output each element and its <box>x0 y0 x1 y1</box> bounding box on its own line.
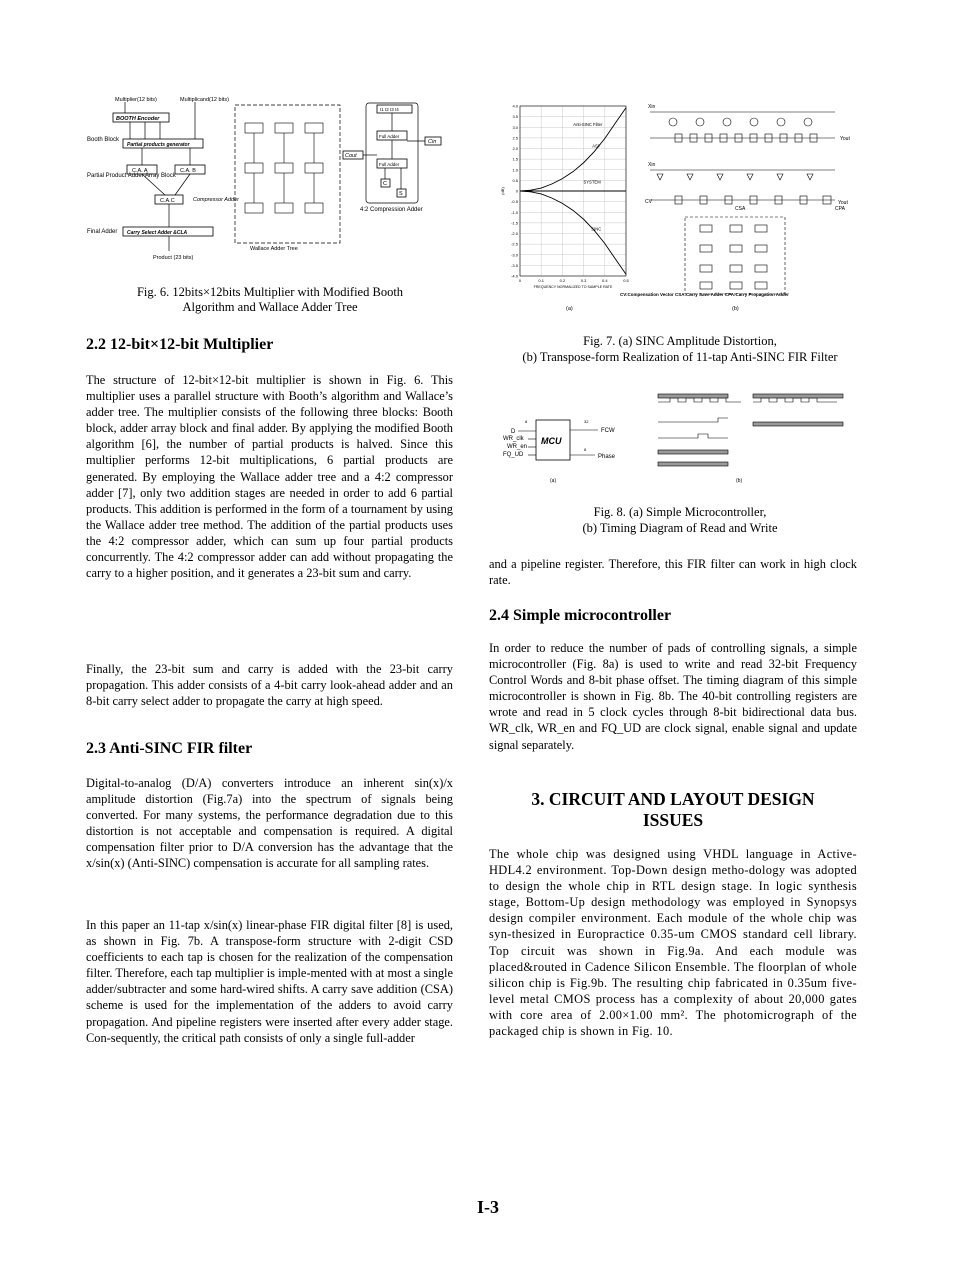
x-tick-label: 0.5 <box>623 278 629 283</box>
fig6-partial-gen: Partial products generator <box>127 142 190 148</box>
sec24-heading: 2.4 Simple microcontroller <box>489 607 672 624</box>
y-axis-label: (dB) <box>500 187 505 195</box>
y-tick-label: 0 <box>515 188 518 194</box>
fig7b-xin-1: Xin <box>648 104 656 110</box>
fig6-s: S <box>399 191 403 197</box>
fig8-fcw: FCW <box>601 428 615 434</box>
y-tick-label: -2.0 <box>511 231 518 236</box>
y-tick-label: -2.5 <box>511 241 518 247</box>
fig7b-csa: CSA <box>735 206 746 212</box>
y-tick-label: 0.5 <box>512 177 518 183</box>
y-tick-label: 3.5 <box>512 114 518 120</box>
y-tick-label: -3.0 <box>511 252 518 258</box>
fig8-bus8b: 8 <box>584 447 587 452</box>
x-tick-label: 0.1 <box>538 278 544 283</box>
curve-label: ASF <box>592 143 601 149</box>
fig7b-cpa: CPA <box>835 206 845 212</box>
x-tick-label: 0 <box>518 278 522 283</box>
fig6-c: C <box>383 181 387 187</box>
fig8-caption-1: Fig. 8. (a) Simple Microcontroller, <box>593 505 767 519</box>
fig6-final-adder: Final Adder <box>87 229 118 235</box>
sec3-heading-2: ISSUES <box>642 810 704 830</box>
fig7-sub-a: (a) <box>566 306 573 312</box>
fig6-full-adder-1: Full Adder <box>379 134 400 139</box>
fig8-bus8: 8 <box>525 419 528 424</box>
fig6-ca-a: C.A. A <box>132 168 148 174</box>
y-tick-label: 4.0 <box>512 103 518 109</box>
y-tick-label: 2.0 <box>512 146 518 151</box>
fig7-caption-2: (b) Transpose-form Realization of 11-tap Anti-SINC FIR Filter <box>522 350 838 364</box>
sec23-p1: Digital-to-analog (D/A) converters introduce an inherent sin(x)/x amplitude distortion (Fig.7a) into the spectrum of signals being converted. For many systems, the performance degradation due to this distortion is not acceptable and compensation is required. A digital compensation filter prior to D/A conversion has the advantage that the x/sin(x) (Anti-SINC) compensation is accurate for all sampling rates. <box>86 776 453 871</box>
fig6-cac: C.A.C <box>160 198 175 204</box>
fig6-booth-block: Booth Block <box>87 137 120 143</box>
curve-label: SYSTEM <box>583 179 601 185</box>
fig6-compression-adder: 4:2 Compression Adder <box>360 207 423 213</box>
fig6-ca-b: C.A. B <box>180 168 196 174</box>
y-tick-label: 1.5 <box>512 156 518 162</box>
fig6-multiplier-label: Multiplier(12 bits) <box>115 97 157 103</box>
curve-label: SINC <box>591 226 602 232</box>
y-tick-label: 3.0 <box>512 124 518 130</box>
fig7b-yout-1: Yout <box>840 136 850 142</box>
y-tick-label: -4.0 <box>511 273 518 279</box>
fig7b-diagram <box>645 100 860 318</box>
fig6-product: Product (23 bits) <box>153 255 194 261</box>
fig7a-chart <box>500 100 640 318</box>
fig8-fq-ud: FQ_UD <box>503 452 524 458</box>
fig8-figure <box>498 392 858 486</box>
fig6-cin: Cin <box>428 139 437 145</box>
y-tick-label: -0.5 <box>511 199 518 205</box>
sec23-p3: and a pipeline register. Therefore, this FIR filter can work in high clock rate. <box>489 557 857 588</box>
y-tick-label: 1.0 <box>512 167 518 173</box>
fig8-sub-a: (a) <box>550 478 557 484</box>
fig6-compressor: Compressor Adder <box>193 197 239 203</box>
fig8-bus32: 32 <box>584 419 589 424</box>
fig6-caption: Fig. 6. 12bits×12bits Multiplier with Modified Booth Algorithm and Wallace Adder Tree <box>136 285 404 314</box>
fig6-carry-select: Carry Select Adder &CLA <box>127 230 188 236</box>
fig8-phase: Phase <box>598 454 616 460</box>
fig6-cout: Cout <box>345 153 357 159</box>
sec24-p1: In order to reduce the number of pads of controlling signals, a simple microcontroller (Fig. 8a) is used to write and read 32-bit Frequency Control Words and 8-bit phase offset. The timing diagram of this simple microcontroller is shown in Fig. 8b. The 40-bit controlling registers are wrote and read in 5 clock cycles through 8-bit bidirectional data bus. WR_clk, WR_en and FQ_UD are clock signal, enable signal and update signal separately. <box>489 641 857 752</box>
fig7b-yout-2: Yout <box>838 200 848 206</box>
fig8-caption-2: (b) Timing Diagram of Read and Write <box>582 521 778 535</box>
x-tick-label: 0.3 <box>580 278 587 283</box>
y-tick-label: -1.0 <box>511 209 518 215</box>
x-tick-label: 0.2 <box>559 278 566 283</box>
sec22-p1: The structure of 12-bit×12-bit multiplier is shown in Fig. 6. This multiplier uses a parallel structure with Booth’s algorithm and Wallace’s adder tree. The multiplier consists of the following three blocks: Booth block, adder array block and final adder. By applying the modified Booth algorithm [6], the number of partial products is halved. Since this multiplier performs 12-bit multiplications, 6 partial products are generated. By employing the Wallace adder tree and a 4:2 compressor adder [7], only two addition stages are needed in order to add 6 partial products. This addition is performed in the form of a tournament by using the Wallace adder tree method. The addition of the partial products uses the 4:2 compressor adder, which can sum up four partial products concurrently. The 4:2 compressor adder can add without propagating the carry to a higher position, and it generates a 23-bit sum and carry. <box>86 373 453 581</box>
fig6-booth-encoder: BOOTH Encoder <box>116 116 160 122</box>
fig7b-cv: CV <box>645 199 652 205</box>
curve-label: Anti-SINC Filter <box>573 122 603 128</box>
fig8-wr-en: WR_en <box>507 444 528 450</box>
x-tick-label: 0.4 <box>602 278 608 283</box>
sec23-p2: In this paper an 11-tap x/sin(x) linear-phase FIR digital filter [8] is used, as shown in Fig. 7b. A transpose-form structure with 2-digit CSD coefficients to each tap is chosen for the realization of the compensation filter. Therefore, each tap multiplier is imple-mented with at most a single adder/subtracter and some hard-wired shifts. A carry save addition (CSA) scheme is used for the implementation of the adders to avoid carry propagation. And pipeline registers were inserted after every adder stage. Con-sequently, the critical path consists of only a single full-adder <box>86 918 453 1045</box>
fig7-caption-1: Fig. 7. (a) SINC Amplitude Distortion, <box>583 334 777 348</box>
page-number: I-3 <box>477 1197 499 1217</box>
sec23-heading: 2.3 Anti-SINC FIR filter <box>86 740 253 757</box>
sec3-p1: The whole chip was designed using VHDL language in Active-HDL4.2 environment. Top-Down design metho-dology was adopted to design the whole chip in RTL design stage. In logic synthesis stage, Bottom-Up design methodology was employed in Synopsys design compiler environment. Each module of the whole chip was syn-thesized in Europractice 0.35-um CMOS standard cell library. Top circuit was shown in Fig.9a. And each module was placed&routed in Cadence Silicon Ensemble. The floorplan of whole silicon chip is Fig.9b. The resulting chip fabricated in 0.35um five-level metal CMOS process has a complexity of about 20,000 gates with core area of 2.00×1.00 mm². The photomicrograph of the packaged chip is shown in Fig. 10. <box>489 847 857 1039</box>
sec3-heading-1: 3. CIRCUIT AND LAYOUT DESIGN <box>531 789 815 809</box>
y-tick-label: -1.5 <box>511 220 518 226</box>
fig6-multiplicand-label: Multiplicand(12 bits) <box>180 97 229 103</box>
fig6-full-adder-2: Full Adder <box>379 162 400 167</box>
x-axis-label: FREQUENCY NORMALIZED TO SAMPLE RATE <box>533 285 613 289</box>
series-line-asf <box>520 108 626 191</box>
fig6-array-block: Partial Product Adder Array Block <box>87 173 176 179</box>
fig8-wr-clk: WR_clk <box>503 436 524 442</box>
sec22-heading: 2.2 12-bit×12-bit Multiplier <box>86 336 274 353</box>
fig8-sub-b: (b) <box>736 478 743 484</box>
series-line-sinc <box>520 191 626 274</box>
fig6-i-inputs: I1 I2 I3 I4 <box>380 107 399 112</box>
fig7b-xin-2: Xin <box>648 162 656 168</box>
fig7-sub-b: (b) <box>732 306 739 312</box>
fig8-d: D <box>511 429 516 435</box>
fig6-diagram <box>85 93 475 273</box>
fig6-wallace: Wallace Adder Tree <box>250 246 298 252</box>
y-tick-label: -3.5 <box>511 262 518 268</box>
sec22-p2: Finally, the 23-bit sum and carry is added with the 23-bit carry propagation. This adder consists of a 4-bit carry look-ahead adder and an 8-bit carry select adder to propagate the carry at high speed. <box>86 662 453 709</box>
fig7-legend: CV:Compensation Vector CSA:Carry Save Adder CPA:Carry Propagation Adder <box>620 292 789 297</box>
fig8-mcu: MCU <box>541 436 562 446</box>
y-tick-label: 2.5 <box>512 135 518 141</box>
fig7-figure <box>500 100 860 318</box>
